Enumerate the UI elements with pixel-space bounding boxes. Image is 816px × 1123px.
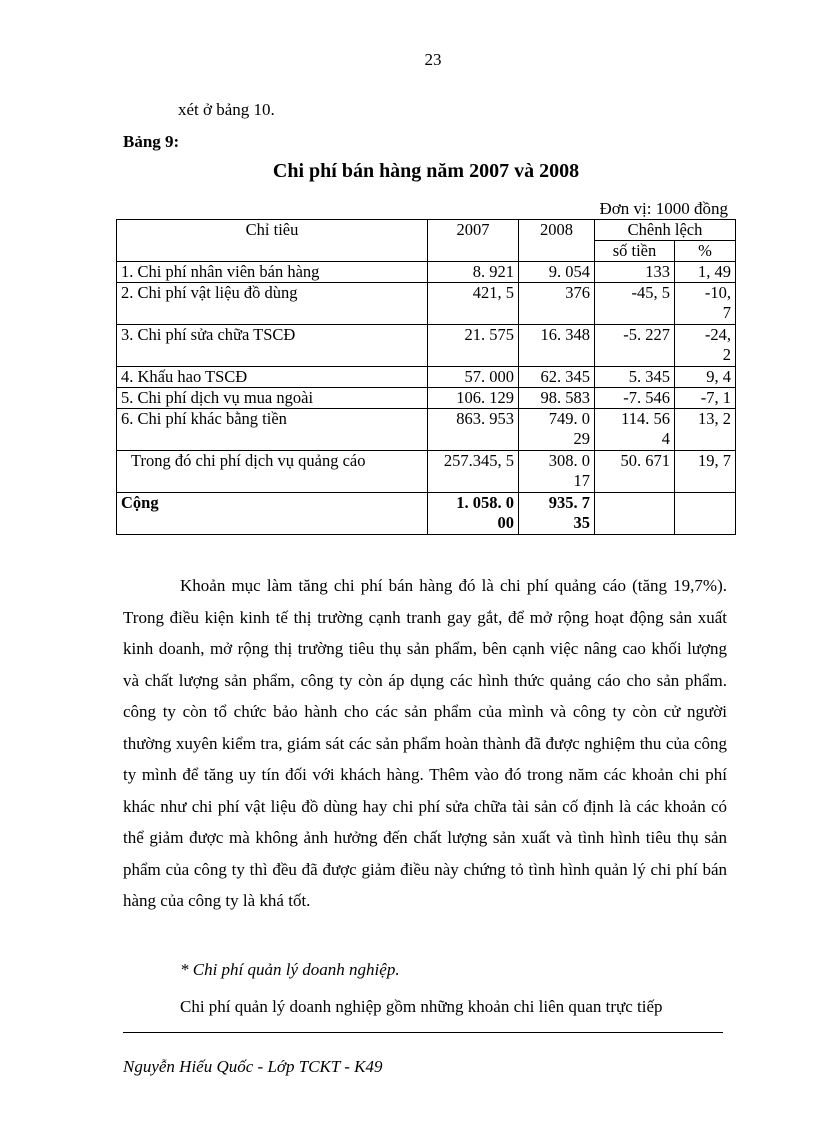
cell-2008: 308. 017 bbox=[519, 451, 595, 493]
cell-amount: 5. 345 bbox=[595, 367, 675, 388]
row-label: 4. Khấu hao TSCĐ bbox=[117, 367, 428, 388]
row-label: Trong đó chi phí dịch vụ quảng cáo bbox=[117, 451, 428, 493]
total-2008: 935. 735 bbox=[519, 493, 595, 535]
row-label: 3. Chi phí sửa chữa TSCĐ bbox=[117, 325, 428, 367]
table-row bbox=[117, 325, 736, 367]
cell-2007: 421, 5 bbox=[428, 283, 519, 325]
table-total-row bbox=[117, 493, 736, 535]
cell-2007: 106. 129 bbox=[428, 388, 519, 409]
cell-amount: 114. 564 bbox=[595, 409, 675, 451]
cell-percent: 9, 4 bbox=[675, 367, 736, 388]
body-paragraph: Khoản mục làm tăng chi phí bán hàng đó là chi phí quảng cáo (tăng 19,7%). Trong điều kiện kinh tế thị trường cạnh tranh gay gắt, để mở rộng hoạt động sản xuất kinh doanh, mở rộng thị trường tiêu thụ sản phẩm, bên cạnh việc nâng cao khối lượng và chất lượng sản phẩm, công ty còn áp dụng các hình thức quảng cáo cho sản phẩm. công ty còn tổ chức bảo hành cho các sản phẩm của mình và công ty còn cử người thường xuyên kiểm tra, giám sát các sản phẩm hoàn thành đã được nghiệm thu của công ty mình để tăng uy tín đối với khách hàng. Thêm vào đó trong năm các khoản chi phí khác như chi phí vật liệu đồ dùng hay chi phí sửa chữa tài sản cố định là các khoản có thể giảm được mà không ảnh hưởng đến chất lượng sản xuất và tình hình tiêu thụ sản phẩm của công ty thì đều đã được giảm điều này chứng tỏ tình hình quản lý chi phí bán hàng của công ty là khá tốt. bbox=[123, 576, 727, 910]
cell-percent: -24, 2 bbox=[675, 325, 736, 367]
header-amount: số tiền bbox=[595, 241, 675, 262]
cell-2007: 257.345, 5 bbox=[428, 451, 519, 493]
cell-percent: 13, 2 bbox=[675, 409, 736, 451]
cell-percent: -7, 1 bbox=[675, 388, 736, 409]
table-header-row bbox=[117, 220, 736, 241]
header-difference: Chênh lệch bbox=[595, 220, 736, 241]
table-row bbox=[117, 367, 736, 388]
footer-author: Nguyễn Hiếu Quốc - Lớp TCKT - K49 bbox=[123, 1057, 383, 1076]
header-2007: 2007 bbox=[428, 220, 519, 262]
cell-2007: 57. 000 bbox=[428, 367, 519, 388]
cell-percent: -10, 7 bbox=[675, 283, 736, 325]
table-row bbox=[117, 451, 736, 493]
total-amount bbox=[595, 493, 675, 535]
row-label: 1. Chi phí nhân viên bán hàng bbox=[117, 262, 428, 283]
table-title: Chi phí bán hàng năm 2007 và 2008 bbox=[272, 160, 580, 182]
cost-table bbox=[116, 219, 736, 535]
cell-amount: -7. 546 bbox=[595, 388, 675, 409]
header-2008: 2008 bbox=[519, 220, 595, 262]
total-2007: 1. 058. 000 bbox=[428, 493, 519, 535]
section-subheading: * Chi phí quản lý doanh nghiệp. bbox=[180, 960, 400, 979]
footer-divider bbox=[123, 1032, 723, 1033]
body-paragraph: Chi phí quản lý doanh nghiệp gồm những khoản chi liên quan trực tiếp bbox=[180, 997, 663, 1016]
cell-2008: 16. 348 bbox=[519, 325, 595, 367]
cell-amount: 50. 671 bbox=[595, 451, 675, 493]
intro-text: xét ở bảng 10. bbox=[178, 100, 275, 119]
page-number: 23 bbox=[424, 50, 442, 69]
row-label: 5. Chi phí dịch vụ mua ngoài bbox=[117, 388, 428, 409]
cell-2007: 21. 575 bbox=[428, 325, 519, 367]
total-percent bbox=[675, 493, 736, 535]
table-row bbox=[117, 409, 736, 451]
cell-2007: 863. 953 bbox=[428, 409, 519, 451]
cell-percent: 1, 49 bbox=[675, 262, 736, 283]
cell-2007: 8. 921 bbox=[428, 262, 519, 283]
cell-2008: 376 bbox=[519, 283, 595, 325]
total-label: Cộng bbox=[117, 493, 428, 535]
header-indicator: Chỉ tiêu bbox=[117, 220, 428, 262]
row-label: 6. Chi phí khác bằng tiền bbox=[117, 409, 428, 451]
cell-amount: -45, 5 bbox=[595, 283, 675, 325]
cell-2008: 62. 345 bbox=[519, 367, 595, 388]
cell-percent: 19, 7 bbox=[675, 451, 736, 493]
cell-amount: 133 bbox=[595, 262, 675, 283]
row-label: 2. Chi phí vật liệu đồ dùng bbox=[117, 283, 428, 325]
unit-note: Đơn vị: 1000 đồng bbox=[599, 199, 728, 218]
table-label: Bảng 9: bbox=[123, 132, 180, 151]
header-percent: % bbox=[675, 241, 736, 262]
table-row bbox=[117, 262, 736, 283]
cell-amount: -5. 227 bbox=[595, 325, 675, 367]
cell-2008: 9. 054 bbox=[519, 262, 595, 283]
table-row bbox=[117, 388, 736, 409]
cell-2008: 749. 029 bbox=[519, 409, 595, 451]
table-row bbox=[117, 283, 736, 325]
cell-2008: 98. 583 bbox=[519, 388, 595, 409]
